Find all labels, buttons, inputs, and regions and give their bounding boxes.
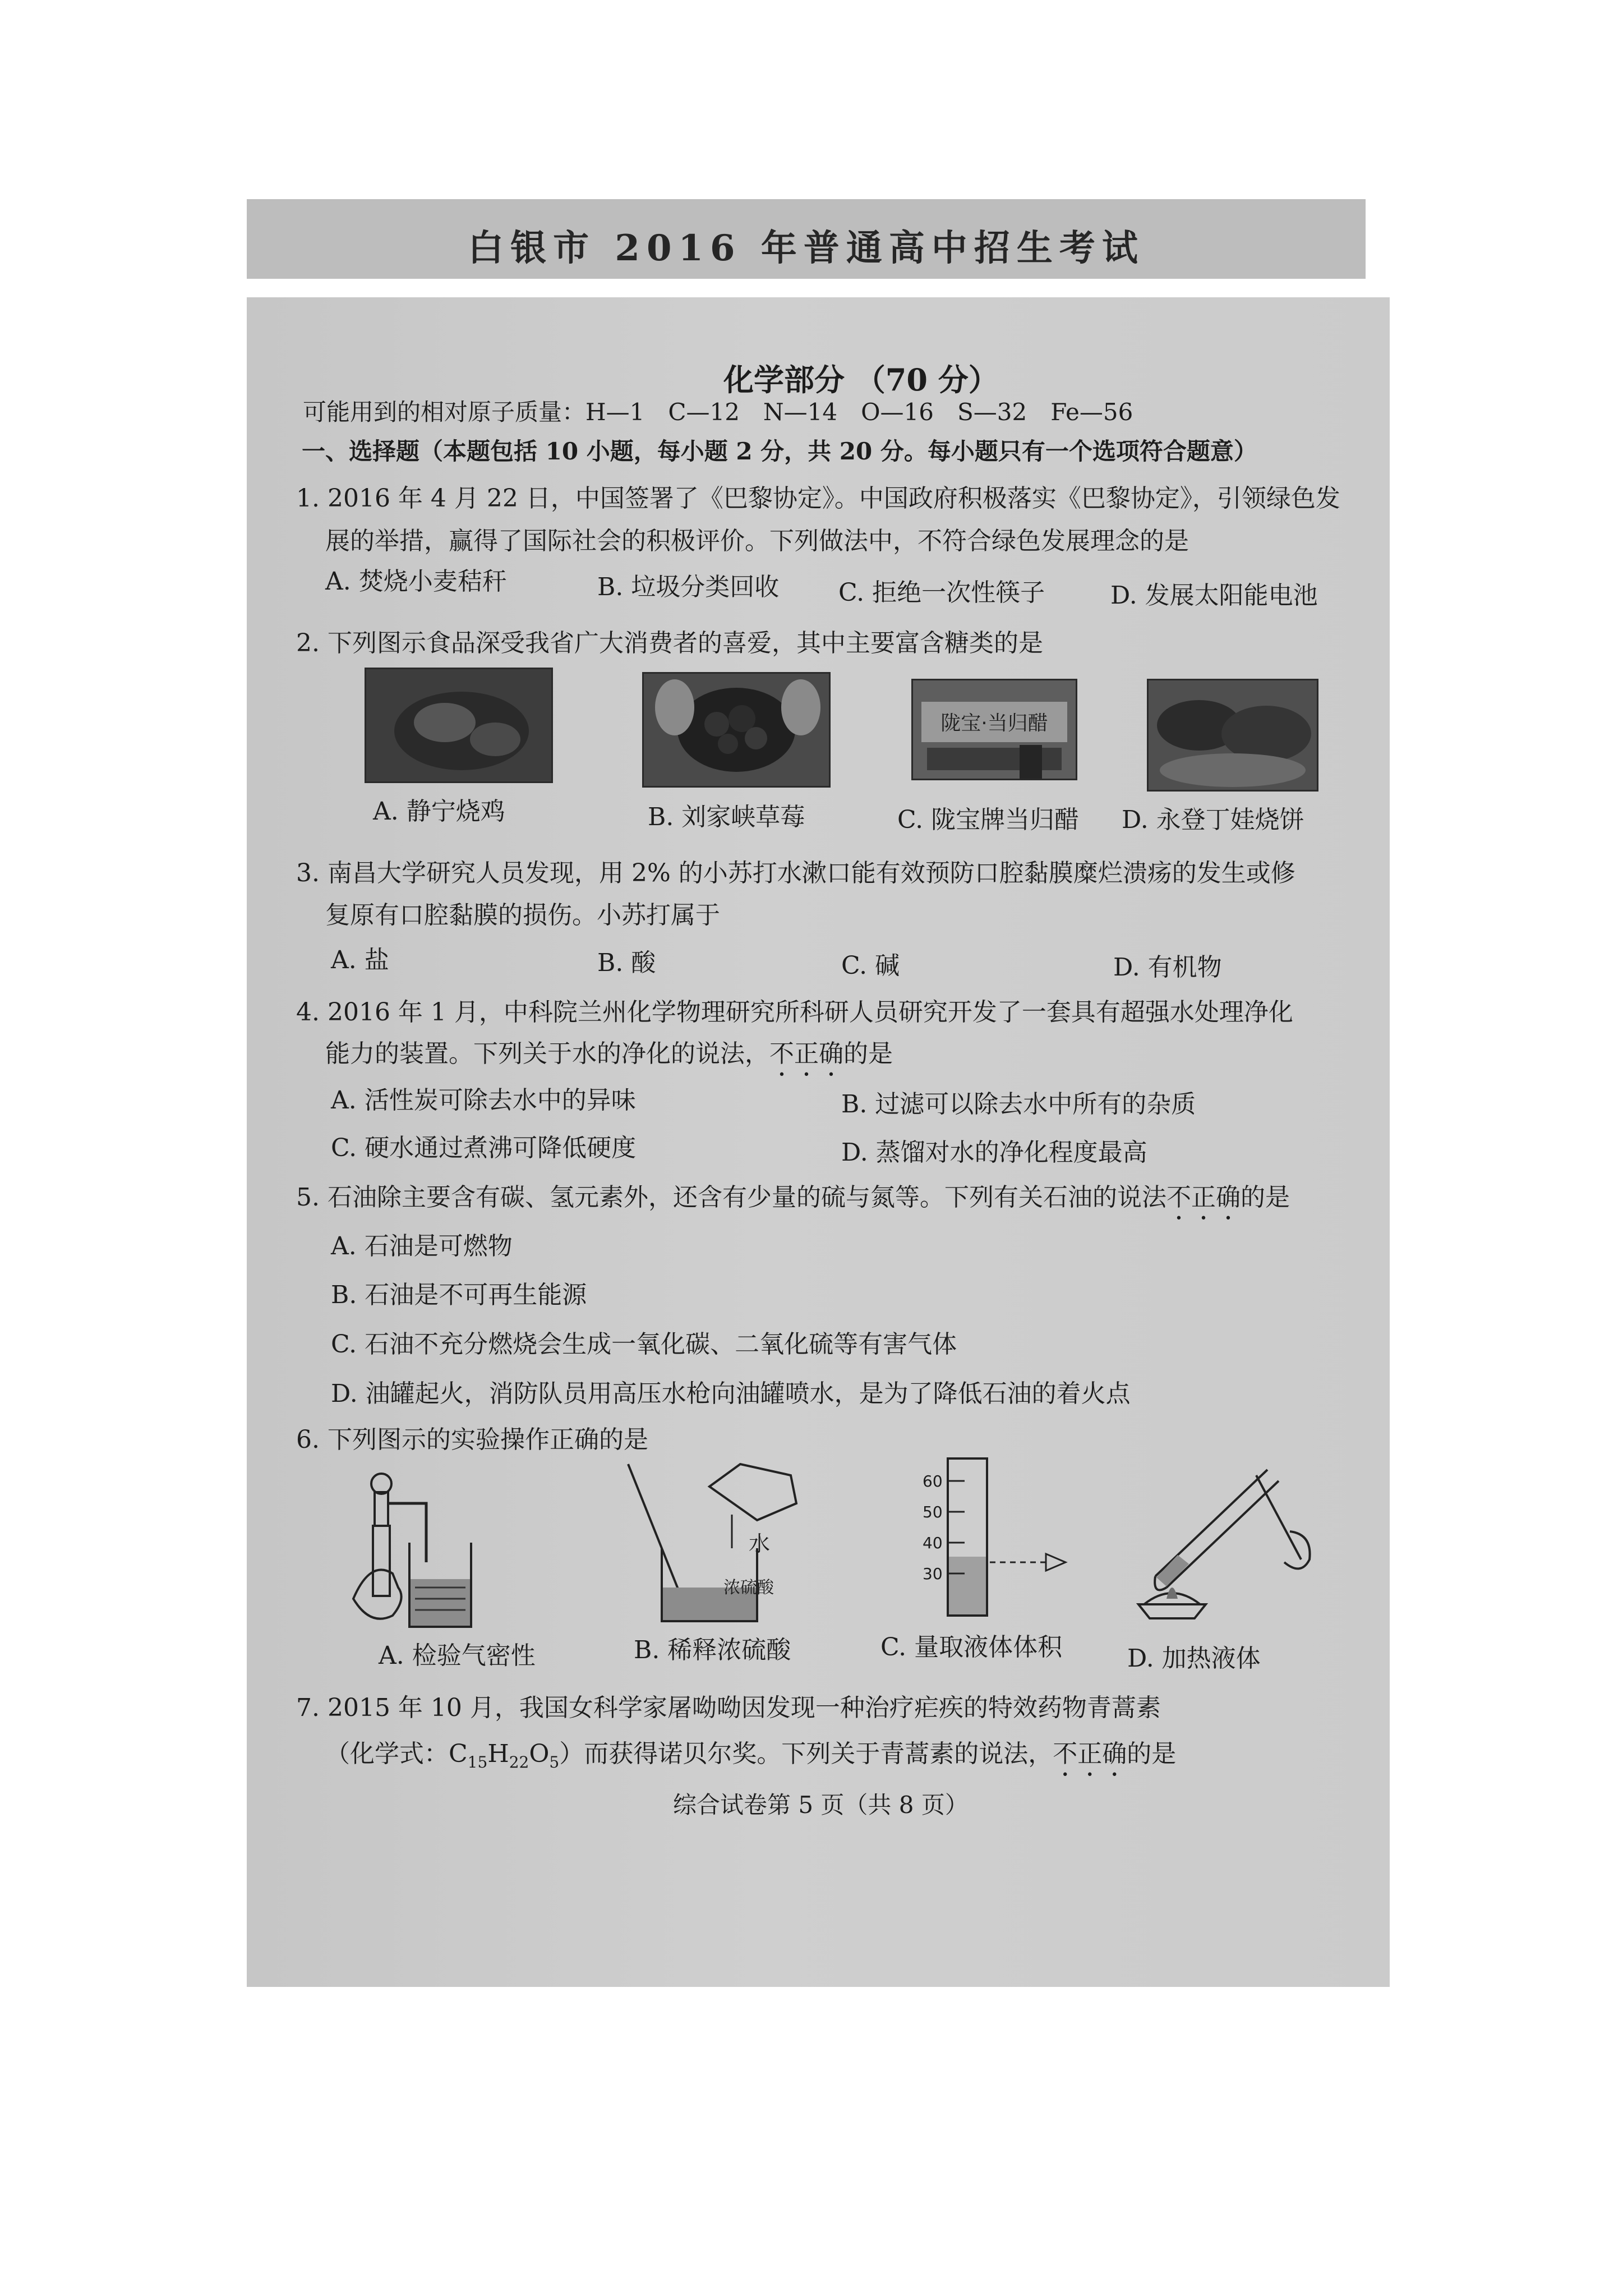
q2-option-d: D. 永登丁娃烧饼: [1122, 806, 1304, 834]
q5-option-b: B. 石油是不可再生能源: [331, 1281, 587, 1309]
q4-option-b: B. 过滤可以除去水中所有的杂质: [841, 1090, 1196, 1119]
part1-heading: 一、选择题（本题包括 10 小题，每小题 2 分，共 20 分。每小题只有一个选项符合题意）: [302, 438, 1257, 465]
q6-option-a: A. 检验气密性: [379, 1641, 536, 1670]
photo-vinegar-label: 陇宝·当归醋: [940, 712, 1048, 735]
q7-stem-line2-end: 的是: [1127, 1740, 1177, 1768]
q7-stem-line2: [325, 1733, 1176, 1782]
q1-stem-line1: 1. 2016 年 4 月 22 日，中国签署了《巴黎协定》。中国政府积极落实《巴黎协定》，引领绿色发: [296, 484, 1340, 513]
q4-stem-line2: [325, 1033, 893, 1082]
tick-40: 40: [923, 1534, 943, 1552]
q7-emphasis: 不正确: [1053, 1740, 1127, 1768]
q3-option-b: B. 酸: [597, 949, 656, 977]
q3-option-a: A. 盐: [331, 946, 389, 974]
page-footer: 综合试卷第 5 页（共 8 页）: [673, 1791, 969, 1819]
q4-emphasis: 不正确: [769, 1039, 843, 1068]
q5-option-a: A. 石油是可燃物: [331, 1232, 513, 1260]
diagram-heat-liquid: [1122, 1436, 1324, 1627]
q7-subscript-h: 22: [509, 1752, 529, 1772]
exam-header-title: 白银市 2016 年普通高中招生考试: [468, 227, 1145, 269]
q7-formula-h: H: [487, 1740, 509, 1768]
q4-stem-line2-end: 的是: [843, 1039, 893, 1068]
exam-sheet: [247, 297, 1390, 1987]
q5-emphasis: 不正确: [1166, 1183, 1241, 1212]
section-title: 化学部分 （70 分）: [723, 362, 999, 398]
q1-stem-line2: 展的举措，赢得了国际社会的积极评价。下列做法中，不符合绿色发展理念的是: [325, 527, 1189, 555]
q6-option-d: D. 加热液体: [1127, 1644, 1261, 1673]
q1-option-a: A. 焚烧小麦秸秆: [325, 567, 507, 596]
q4-option-d: D. 蒸馏对水的净化程度最高: [841, 1138, 1147, 1167]
q6-option-b: B. 稀释浓硫酸: [634, 1636, 791, 1664]
q7-formula-prefix: （化学式：C: [325, 1740, 468, 1768]
tick-50: 50: [923, 1503, 943, 1521]
q5-option-d: D. 油罐起火，消防队员用高压水枪向油罐喷水，是为了降低石油的着火点: [331, 1379, 1131, 1408]
q5-stem-end: 的是: [1240, 1183, 1290, 1212]
q2-stem: 2. 下列图示食品深受我省广大消费者的喜爱，其中主要富含糖类的是: [296, 629, 1043, 657]
atomic-masses: 可能用到的相对原子质量：H—1 C—12 N—14 O—16 S—32 Fe—56: [303, 398, 1133, 426]
q2-option-b: B. 刘家峡草莓: [648, 803, 805, 831]
q3-option-c: C. 碱: [841, 951, 900, 980]
q7-subscript-o: 5: [549, 1752, 560, 1772]
photo-vinegar-ad: [911, 679, 1077, 780]
exam-header-strip: [247, 199, 1366, 279]
q7-subscript-c: 15: [467, 1752, 488, 1772]
diagram-dilute-acid: [606, 1453, 847, 1638]
diagram-airtightness-check: [331, 1458, 516, 1644]
q4-option-c: C. 硬水通过煮沸可降低硬度: [331, 1134, 637, 1162]
q4-stem-line2-text: 能力的装置。下列关于水的净化的说法，: [325, 1039, 769, 1068]
photo-strawberries: [642, 672, 831, 788]
q5-stem-text: 5. 石油除主要含有碳、氢元素外，还含有少量的硫与氮等。下列有关石油的说法: [296, 1183, 1166, 1212]
q5-stem: [296, 1177, 1290, 1226]
q4-stem-line1: 4. 2016 年 1 月，中科院兰州化学物理研究所科研人员研究开发了一套具有超强水处理净化: [296, 998, 1293, 1027]
q7-formula-o: O: [529, 1740, 550, 1768]
q4-option-a: A. 活性炭可除去水中的异味: [331, 1086, 636, 1115]
photo-roast-chicken: [365, 668, 553, 783]
q7-stem-line1: 7. 2015 年 10 月，我国女科学家屠呦呦因发现一种治疗疟疾的特效药物青蒿素: [296, 1694, 1161, 1722]
q3-option-d: D. 有机物: [1113, 953, 1222, 982]
q6-option-c: C. 量取液体体积: [880, 1633, 1063, 1662]
q3-stem-line1: 3. 南昌大学研究人员发现，用 2% 的小苏打水漱口能有效预防口腔黏膜糜烂溃疡的发生或修: [296, 859, 1295, 887]
label-conc-acid: 浓硫酸: [723, 1578, 774, 1598]
q7-stem-line2-text: ）而获得诺贝尔奖。下列关于青蒿素的说法，: [559, 1740, 1053, 1768]
q3-stem-line2: 复原有口腔黏膜的损伤。小苏打属于: [325, 901, 720, 930]
q5-option-c: C. 石油不充分燃烧会生成一氧化碳、二氧化硫等有害气体: [331, 1330, 957, 1359]
q1-option-d: D. 发展太阳能电池: [1110, 581, 1318, 610]
q1-option-c: C. 拒绝一次性筷子: [838, 578, 1045, 607]
label-water: 水: [749, 1531, 771, 1556]
diagram-measure-volume: [897, 1447, 1082, 1627]
tick-60: 60: [923, 1472, 943, 1490]
q2-option-c: C. 陇宝牌当归醋: [897, 806, 1080, 834]
q6-stem: 6. 下列图示的实验操作正确的是: [296, 1425, 648, 1454]
q2-option-a: A. 静宁烧鸡: [373, 797, 505, 826]
tick-30: 30: [923, 1565, 943, 1583]
photo-baked-cakes: [1147, 679, 1318, 792]
q1-option-b: B. 垃圾分类回收: [597, 573, 780, 601]
